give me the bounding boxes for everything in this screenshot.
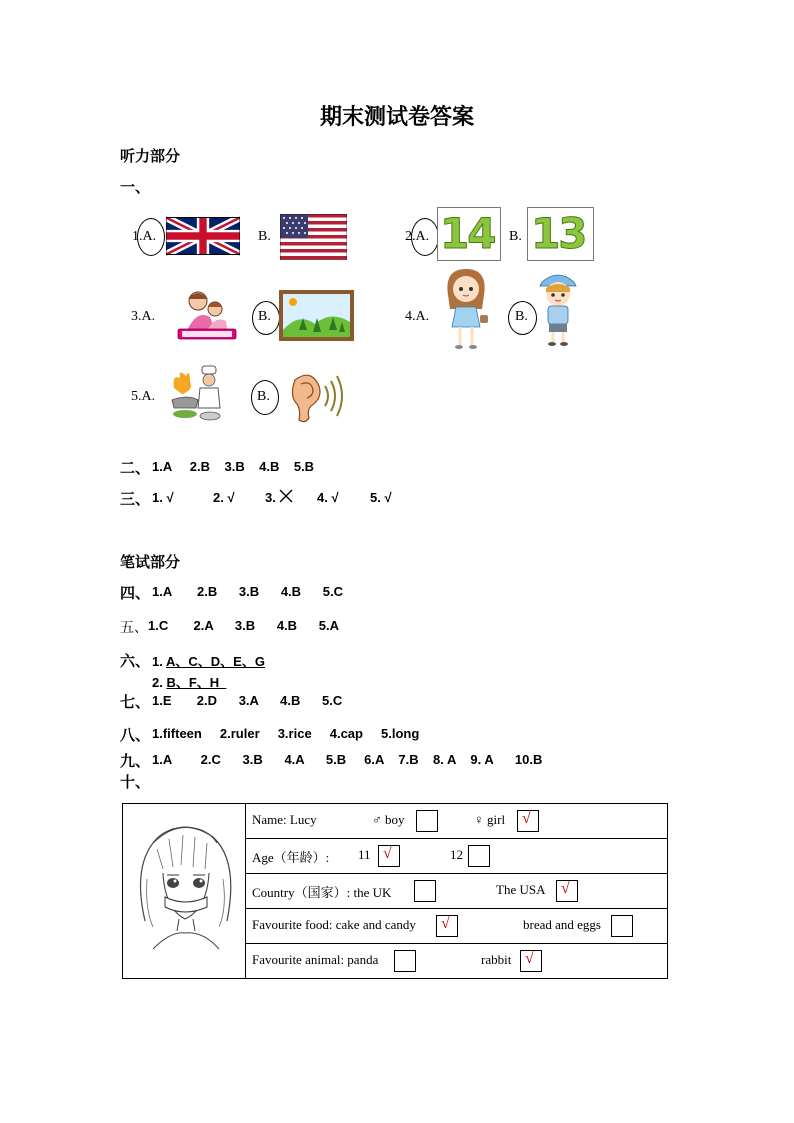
food-row xyxy=(246,909,668,944)
info-table xyxy=(122,803,668,979)
part5-label: 五、 xyxy=(120,620,148,636)
part3-answer-1: 1. √ xyxy=(152,490,174,505)
bread-checkbox[interactable] xyxy=(611,915,633,937)
item4-a-label: 4.A. xyxy=(405,309,430,324)
item5-b-label: B. xyxy=(257,389,270,404)
check-icon: √ xyxy=(383,845,392,862)
part6-answer-2: B、F、H xyxy=(166,675,227,690)
part3-label: 三、 xyxy=(120,490,151,508)
girl-checkbox[interactable] xyxy=(517,810,539,832)
us-flag-icon xyxy=(280,214,347,260)
animal-label: Favourite animal: panda xyxy=(252,952,379,967)
part2-label: 二、 xyxy=(120,459,151,477)
boy-icon xyxy=(536,268,580,346)
country-row xyxy=(246,874,668,909)
age-12-label: 12 xyxy=(450,847,463,862)
age-label: Age（年龄）: xyxy=(252,850,330,865)
part6-line1: 1. A、C、D、E、G xyxy=(152,654,265,669)
age-row xyxy=(246,839,668,874)
part8-label: 八、 xyxy=(120,726,151,744)
check-icon: √ xyxy=(525,950,534,967)
part9-label: 九、 xyxy=(120,752,151,770)
girl-icon xyxy=(440,265,492,351)
item4-b-label: B. xyxy=(515,309,528,324)
part7-answers: 1.E 2.D 3.A 4.B 5.C xyxy=(152,693,343,708)
bread-label: bread and eggs xyxy=(523,917,601,932)
usa-checkbox[interactable] xyxy=(556,880,578,902)
part4-label: 四、 xyxy=(120,584,151,602)
item2-b-label: B. xyxy=(509,229,522,244)
uk-checkbox[interactable] xyxy=(414,880,436,902)
animal-row xyxy=(246,944,668,979)
portrait-cell xyxy=(123,804,246,979)
part7-label: 七、 xyxy=(120,693,151,711)
part5-answers: 1.C 2.A 3.B 4.B 5.A xyxy=(148,618,339,633)
part10-label: 十、 xyxy=(120,773,151,791)
part3-answer-5: 5. √ xyxy=(370,490,392,505)
usa-label: The USA xyxy=(496,882,546,897)
mother-child-icon xyxy=(170,287,240,343)
check-icon: √ xyxy=(441,915,450,932)
boy-label: ♂ boy xyxy=(372,812,405,827)
check-icon: √ xyxy=(561,880,570,897)
writing-heading: 笔试部分 xyxy=(120,553,181,571)
item1-a-label: 1.A. xyxy=(132,229,157,244)
age-11-checkbox[interactable] xyxy=(378,845,400,867)
girl-label: ♀ girl xyxy=(474,812,506,827)
listening-heading: 听力部分 xyxy=(120,147,181,165)
item1-b-label: B. xyxy=(258,229,271,244)
part3-answer-4: 4. √ xyxy=(317,490,339,505)
uk-flag-icon xyxy=(166,213,240,259)
panda-checkbox[interactable] xyxy=(394,950,416,972)
age-12-checkbox[interactable] xyxy=(468,845,490,867)
girl-portrait-icon xyxy=(123,809,245,969)
food-label: Favourite food: cake and candy xyxy=(252,917,416,932)
ear-icon xyxy=(285,370,345,426)
part3-answer-3: 3. xyxy=(265,490,276,505)
part8-answers: 1.fifteen 2.ruler 3.rice 4.cap 5.long xyxy=(152,726,420,741)
number-card-13: 13 xyxy=(527,207,594,261)
rabbit-checkbox[interactable] xyxy=(520,950,542,972)
item3-a-label: 3.A. xyxy=(131,309,156,324)
part6-line2: 2. B、F、H xyxy=(152,675,227,690)
name-label: Name: Lucy xyxy=(252,812,317,827)
cook-icon xyxy=(168,364,226,424)
rabbit-label: rabbit xyxy=(481,952,512,967)
landscape-picture-icon xyxy=(279,290,354,341)
part4-answers: 1.A 2.B 3.B 4.B 5.C xyxy=(152,584,343,599)
cake-checkbox[interactable] xyxy=(436,915,458,937)
item2-a-label: 2.A. xyxy=(405,229,430,244)
cross-icon xyxy=(278,488,294,504)
boy-checkbox[interactable] xyxy=(416,810,438,832)
part6-answer-1: A、C、D、E、G xyxy=(165,654,265,669)
part9-answers: 1.A 2.C 3.B 4.A 5.B 6.A 7.B 8. A 9. A 10.B xyxy=(152,752,543,767)
name-row xyxy=(246,804,668,839)
item5-a-label: 5.A. xyxy=(131,389,156,404)
part2-answers: 1.A 2.B 3.B 4.B 5.B xyxy=(152,459,315,474)
age-11-label: 11 xyxy=(358,847,371,862)
number-card-14: 14 xyxy=(437,207,501,261)
part3-answer-2: 2. √ xyxy=(213,490,235,505)
country-label: Country（国家）: the UK xyxy=(252,885,392,900)
part1-label: 一、 xyxy=(120,178,151,196)
check-icon: √ xyxy=(522,810,531,827)
page-title: 期末测试卷答案 xyxy=(319,104,474,130)
item3-b-label: B. xyxy=(258,309,271,324)
part6-label: 六、 xyxy=(120,652,151,670)
